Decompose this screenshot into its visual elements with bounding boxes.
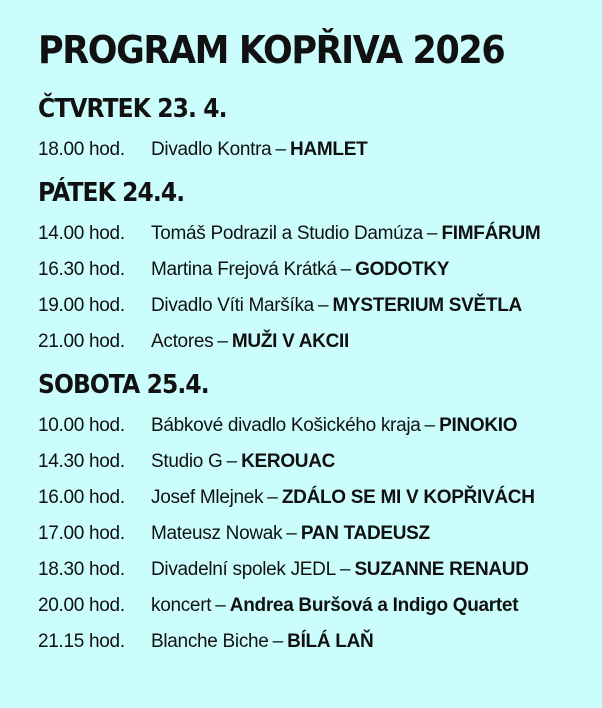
event-performer: Mateusz Nowak (151, 523, 283, 544)
event-work-title: SUZANNE RENAUD (354, 559, 529, 580)
day-heading: SOBOTA 25.4. (38, 370, 209, 400)
event-performer: Josef Mlejnek (151, 487, 264, 508)
program-day (38, 92, 602, 168)
event-performer: Divadelní spolek JEDL (151, 559, 336, 580)
event-work-title: MYSTERIUM SVĚTLA (332, 295, 522, 316)
event-work-title: BÍLÁ LAŇ (287, 631, 374, 652)
event-row (38, 324, 602, 360)
event-work-title: ZDÁLO SE MI V KOPŘIVÁCH (281, 487, 535, 508)
event-row (38, 480, 602, 516)
event-separator: – (286, 523, 297, 544)
event-performer: Tomáš Podrazil a Studio Damúza (151, 223, 423, 244)
event-row (38, 288, 602, 324)
event-separator: – (424, 415, 436, 436)
event-time: 14.30 hod. (38, 451, 125, 472)
event-performer: Studio G (151, 451, 223, 472)
event-time: 20.00 hod. (38, 595, 125, 616)
event-separator: – (339, 559, 351, 580)
event-separator: – (340, 259, 352, 280)
event-row (38, 624, 602, 660)
event-time: 14.00 hod. (38, 223, 125, 244)
program-title: PROGRAM KOPŘIVA 2026 (38, 28, 505, 72)
event-time: 10.00 hod. (38, 415, 125, 436)
event-time: 17.00 hod. (38, 523, 125, 544)
event-work-title: HAMLET (290, 139, 368, 160)
event-performer: koncert (151, 595, 212, 616)
event-work-title: FIMFÁRUM (441, 223, 541, 244)
event-performer: Blanche Biche (151, 631, 269, 652)
event-work-title: GODOTKY (355, 259, 450, 280)
event-work-title: KEROUAC (241, 451, 336, 472)
event-time: 18.30 hod. (38, 559, 125, 580)
event-row (38, 588, 602, 624)
event-row (38, 552, 602, 588)
event-time: 19.00 hod. (38, 295, 125, 316)
program-day (38, 368, 602, 660)
event-row (38, 216, 602, 252)
event-separator: – (317, 295, 329, 316)
event-row (38, 516, 602, 552)
event-time: 16.00 hod. (38, 487, 125, 508)
event-work-title: Andrea Buršová a Indigo Quartet (229, 595, 519, 616)
event-time: 18.00 hod. (38, 139, 125, 160)
event-time: 16.30 hod. (38, 259, 125, 280)
event-work-title: MUŽI V AKCII (231, 331, 349, 352)
event-work-title: PINOKIO (439, 415, 518, 436)
event-performer: Bábkové divadlo Košického kraja (151, 415, 421, 436)
event-performer: Actores (151, 331, 214, 352)
event-row (38, 132, 602, 168)
program-day (38, 176, 602, 360)
day-heading: PÁTEK 24.4. (38, 178, 185, 208)
event-performer: Divadlo Víti Maršíka (151, 295, 314, 316)
event-work-title: PAN TADEUSZ (300, 523, 430, 544)
event-separator: – (272, 631, 284, 652)
day-heading: ČTVRTEK 23. 4. (38, 94, 227, 124)
event-separator: – (215, 595, 226, 616)
event-time: 21.15 hod. (38, 631, 125, 652)
event-separator: – (217, 331, 228, 352)
event-time: 21.00 hod. (38, 331, 125, 352)
event-separator: – (275, 139, 287, 160)
program-days (38, 92, 602, 660)
event-performer: Divadlo Kontra (151, 139, 272, 160)
event-row (38, 252, 602, 288)
event-performer: Martina Frejová Krátká (151, 259, 337, 280)
event-row (38, 408, 602, 444)
event-separator: – (226, 451, 238, 472)
event-row (38, 444, 602, 480)
event-separator: – (267, 487, 278, 508)
event-separator: – (426, 223, 438, 244)
